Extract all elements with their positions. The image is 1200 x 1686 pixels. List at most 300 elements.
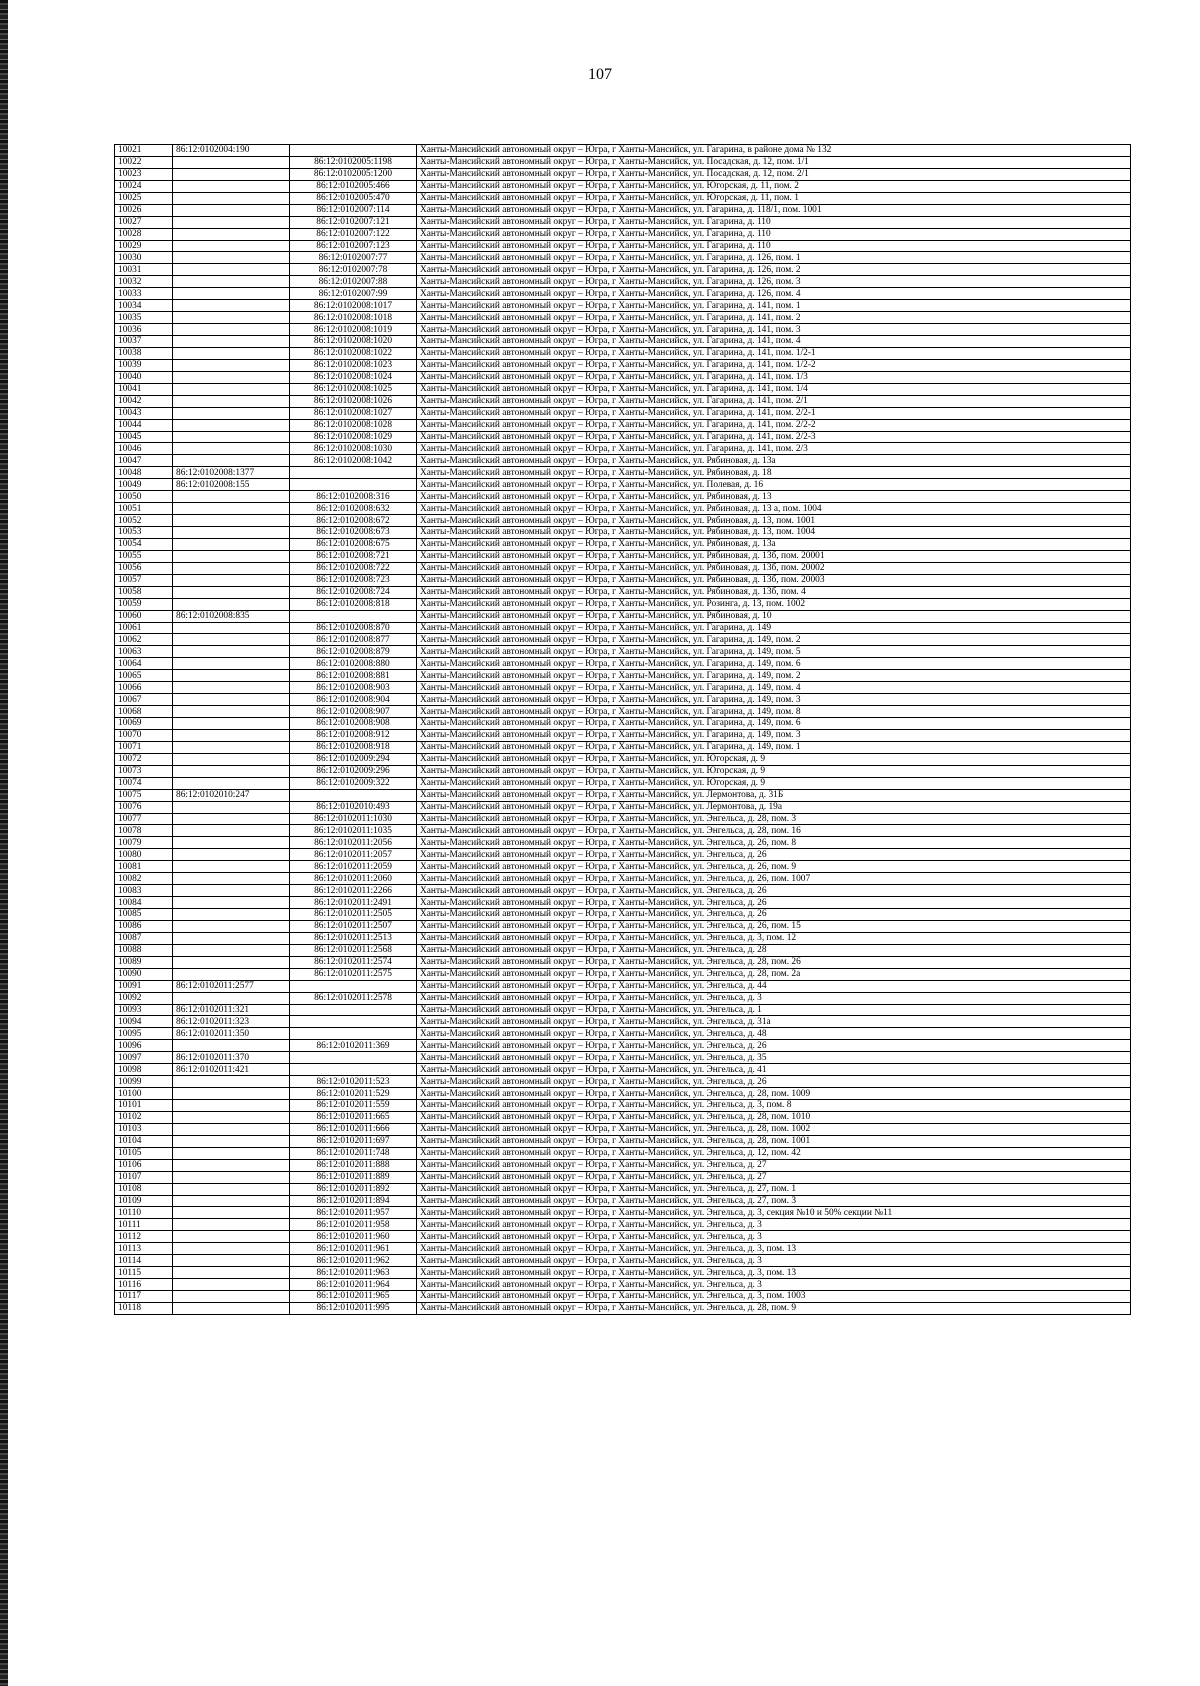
address-cell: Ханты-Мансийский автономный округ – Югра, г Ханты-Мансийск, ул. Энгельса, д. 3, пом. 12	[417, 932, 1131, 944]
land-cadastral-number-cell	[173, 670, 290, 682]
land-cadastral-number-cell	[173, 276, 290, 288]
address-cell: Ханты-Мансийский автономный округ – Югра, г Ханты-Мансийск, ул. Гагарина, д. 149, пом. 3	[417, 694, 1131, 706]
premises-cadastral-number-cell: 86:12:0102011:964	[290, 1279, 417, 1291]
table-row	[115, 694, 1131, 706]
address-cell: Ханты-Мансийский автономный округ – Югра, г Ханты-Мансийск, ул. Энгельса, д. 26	[417, 1040, 1131, 1052]
row-number-cell: 10072	[115, 753, 173, 765]
land-cadastral-number-cell	[173, 1159, 290, 1171]
table-row	[115, 729, 1131, 741]
premises-cadastral-number-cell: 86:12:0102011:2060	[290, 873, 417, 885]
premises-cadastral-number-cell: 86:12:0102008:918	[290, 741, 417, 753]
premises-cadastral-number-cell: 86:12:0102008:907	[290, 706, 417, 718]
row-number-cell: 10036	[115, 324, 173, 336]
table-row	[115, 204, 1131, 216]
address-cell: Ханты-Мансийский автономный округ – Югра, г Ханты-Мансийск, ул. Энгельса, д. 35	[417, 1052, 1131, 1064]
premises-cadastral-number-cell: 86:12:0102011:961	[290, 1243, 417, 1255]
address-cell: Ханты-Мансийский автономный округ – Югра, г Ханты-Мансийск, ул. Гагарина, д. 149, пом. 2	[417, 670, 1131, 682]
row-number-cell: 10038	[115, 347, 173, 359]
premises-cadastral-number-cell: 86:12:0102011:2578	[290, 992, 417, 1004]
address-cell: Ханты-Мансийский автономный округ – Югра, г Ханты-Мансийск, ул. Розинга, д. 13, пом. 1002	[417, 598, 1131, 610]
premises-cadastral-number-cell: 86:12:0102011:748	[290, 1147, 417, 1159]
row-number-cell: 10044	[115, 419, 173, 431]
address-cell: Ханты-Мансийский автономный округ – Югра, г Ханты-Мансийск, ул. Энгельса, д. 26	[417, 1076, 1131, 1088]
table-row	[115, 765, 1131, 777]
premises-cadastral-number-cell	[290, 479, 417, 491]
land-cadastral-number-cell	[173, 407, 290, 419]
address-cell: Ханты-Мансийский автономный округ – Югра, г Ханты-Мансийск, ул. Энгельса, д. 3, секция №10 и 50% секции №11	[417, 1207, 1131, 1219]
address-cell: Ханты-Мансийский автономный округ – Югра, г Ханты-Мансийск, ул. Гагарина, д. 141, пом. 1/2-1	[417, 347, 1131, 359]
address-cell: Ханты-Мансийский автономный округ – Югра, г Ханты-Мансийск, ул. Гагарина, д. 126, пом. 4	[417, 288, 1131, 300]
land-cadastral-number-cell	[173, 1171, 290, 1183]
address-cell: Ханты-Мансийский автономный округ – Югра, г Ханты-Мансийск, ул. Энгельса, д. 3, пом. 13	[417, 1243, 1131, 1255]
row-number-cell: 10111	[115, 1219, 173, 1231]
row-number-cell: 10068	[115, 706, 173, 718]
premises-cadastral-number-cell: 86:12:0102011:2491	[290, 897, 417, 909]
premises-cadastral-number-cell: 86:12:0102008:880	[290, 658, 417, 670]
premises-cadastral-number-cell: 86:12:0102011:963	[290, 1267, 417, 1279]
table-row	[115, 909, 1131, 921]
row-number-cell: 10094	[115, 1016, 173, 1028]
premises-cadastral-number-cell: 86:12:0102008:1023	[290, 359, 417, 371]
premises-cadastral-number-cell: 86:12:0102005:1198	[290, 156, 417, 168]
address-cell: Ханты-Мансийский автономный округ – Югра, г Ханты-Мансийск, ул. Энгельса, д. 28, пом. 16	[417, 825, 1131, 837]
address-cell: Ханты-Мансийский автономный округ – Югра, г Ханты-Мансийск, ул. Энгельса, д. 3	[417, 1279, 1131, 1291]
premises-cadastral-number-cell: 86:12:0102008:673	[290, 527, 417, 539]
row-number-cell: 10103	[115, 1123, 173, 1135]
land-cadastral-number-cell	[173, 574, 290, 586]
land-cadastral-number-cell: 86:12:0102004:190	[173, 145, 290, 157]
premises-cadastral-number-cell: 86:12:0102011:666	[290, 1123, 417, 1135]
row-number-cell: 10033	[115, 288, 173, 300]
premises-cadastral-number-cell	[290, 1064, 417, 1076]
table-row	[115, 1231, 1131, 1243]
land-cadastral-number-cell	[173, 180, 290, 192]
row-number-cell: 10075	[115, 789, 173, 801]
premises-cadastral-number-cell	[290, 980, 417, 992]
row-number-cell: 10058	[115, 586, 173, 598]
row-number-cell: 10046	[115, 443, 173, 455]
address-cell: Ханты-Мансийский автономный округ – Югра, г Ханты-Мансийск, ул. Гагарина, д. 149, пом. 1	[417, 741, 1131, 753]
row-number-cell: 10056	[115, 562, 173, 574]
table-row	[115, 312, 1131, 324]
table-row	[115, 1171, 1131, 1183]
row-number-cell: 10100	[115, 1088, 173, 1100]
premises-cadastral-number-cell: 86:12:0102011:523	[290, 1076, 417, 1088]
row-number-cell: 10059	[115, 598, 173, 610]
address-cell: Ханты-Мансийский автономный округ – Югра, г Ханты-Мансийск, ул. Гагарина, д. 141, пом. 1/3	[417, 371, 1131, 383]
land-cadastral-number-cell	[173, 1255, 290, 1267]
land-cadastral-number-cell	[173, 324, 290, 336]
land-cadastral-number-cell	[173, 264, 290, 276]
land-cadastral-number-cell	[173, 431, 290, 443]
land-cadastral-number-cell	[173, 550, 290, 562]
address-cell: Ханты-Мансийский автономный округ – Югра, г Ханты-Мансийск, ул. Энгельса, д. 3	[417, 992, 1131, 1004]
land-cadastral-number-cell: 86:12:0102011:370	[173, 1052, 290, 1064]
address-cell: Ханты-Мансийский автономный округ – Югра, г Ханты-Мансийск, ул. Энгельса, д. 27, пом. 3	[417, 1195, 1131, 1207]
row-number-cell: 10037	[115, 336, 173, 348]
address-cell: Ханты-Мансийский автономный округ – Югра, г Ханты-Мансийск, ул. Полевая, д. 16	[417, 479, 1131, 491]
address-cell: Ханты-Мансийский автономный округ – Югра, г Ханты-Мансийск, ул. Энгельса, д. 26, пом. 1007	[417, 873, 1131, 885]
table-row	[115, 1147, 1131, 1159]
land-cadastral-number-cell	[173, 503, 290, 515]
table-row	[115, 1302, 1131, 1314]
row-number-cell: 10070	[115, 729, 173, 741]
row-number-cell: 10105	[115, 1147, 173, 1159]
land-cadastral-number-cell	[173, 192, 290, 204]
table-row	[115, 956, 1131, 968]
land-cadastral-number-cell	[173, 1183, 290, 1195]
table-row	[115, 180, 1131, 192]
row-number-cell: 10096	[115, 1040, 173, 1052]
table-row	[115, 228, 1131, 240]
table-row	[115, 968, 1131, 980]
row-number-cell: 10051	[115, 503, 173, 515]
premises-cadastral-number-cell: 86:12:0102008:879	[290, 646, 417, 658]
row-number-cell: 10030	[115, 252, 173, 264]
address-cell: Ханты-Мансийский автономный округ – Югра, г Ханты-Мансийск, ул. Гагарина, д. 126, пом. 1	[417, 252, 1131, 264]
premises-cadastral-number-cell: 86:12:0102007:88	[290, 276, 417, 288]
row-number-cell: 10108	[115, 1183, 173, 1195]
table-row	[115, 920, 1131, 932]
table-row	[115, 1040, 1131, 1052]
row-number-cell: 10078	[115, 825, 173, 837]
table-row	[115, 741, 1131, 753]
address-cell: Ханты-Мансийский автономный округ – Югра, г Ханты-Мансийск, ул. Лермонтова, д. 19а	[417, 801, 1131, 813]
row-number-cell: 10110	[115, 1207, 173, 1219]
land-cadastral-number-cell	[173, 646, 290, 658]
land-cadastral-number-cell	[173, 1195, 290, 1207]
land-cadastral-number-cell	[173, 920, 290, 932]
land-cadastral-number-cell	[173, 1279, 290, 1291]
premises-cadastral-number-cell: 86:12:0102009:294	[290, 753, 417, 765]
premises-cadastral-number-cell: 86:12:0102007:122	[290, 228, 417, 240]
land-cadastral-number-cell	[173, 383, 290, 395]
row-number-cell: 10106	[115, 1159, 173, 1171]
table-row	[115, 467, 1131, 479]
premises-cadastral-number-cell: 86:12:0102007:123	[290, 240, 417, 252]
table-row	[115, 240, 1131, 252]
address-cell: Ханты-Мансийский автономный округ – Югра, г Ханты-Мансийск, ул. Гагарина, д. 149	[417, 622, 1131, 634]
table-row	[115, 885, 1131, 897]
premises-cadastral-number-cell: 86:12:0102011:889	[290, 1171, 417, 1183]
table-row	[115, 574, 1131, 586]
address-cell: Ханты-Мансийский автономный округ – Югра, г Ханты-Мансийск, ул. Гагарина, д. 149, пом. 5	[417, 646, 1131, 658]
premises-cadastral-number-cell	[290, 1016, 417, 1028]
premises-cadastral-number-cell: 86:12:0102011:888	[290, 1159, 417, 1171]
row-number-cell: 10021	[115, 145, 173, 157]
land-cadastral-number-cell	[173, 634, 290, 646]
premises-cadastral-number-cell: 86:12:0102011:2513	[290, 932, 417, 944]
address-cell: Ханты-Мансийский автономный округ – Югра, г Ханты-Мансийск, ул. Энгельса, д. 31а	[417, 1016, 1131, 1028]
premises-cadastral-number-cell: 86:12:0102008:722	[290, 562, 417, 574]
address-cell: Ханты-Мансийский автономный округ – Югра, г Ханты-Мансийск, ул. Югорская, д. 9	[417, 765, 1131, 777]
row-number-cell: 10090	[115, 968, 173, 980]
premises-cadastral-number-cell: 86:12:0102009:322	[290, 777, 417, 789]
table-row	[115, 300, 1131, 312]
land-cadastral-number-cell	[173, 300, 290, 312]
premises-cadastral-number-cell: 86:12:0102011:2574	[290, 956, 417, 968]
premises-cadastral-number-cell: 86:12:0102008:1018	[290, 312, 417, 324]
premises-cadastral-number-cell: 86:12:0102011:1030	[290, 813, 417, 825]
row-number-cell: 10113	[115, 1243, 173, 1255]
row-number-cell: 10065	[115, 670, 173, 682]
address-cell: Ханты-Мансийский автономный округ – Югра, г Ханты-Мансийск, ул. Гагарина, д. 149, пом. 6	[417, 718, 1131, 730]
table-row	[115, 407, 1131, 419]
address-cell: Ханты-Мансийский автономный округ – Югра, г Ханты-Мансийск, ул. Гагарина, д. 141, пом. 2/2-2	[417, 419, 1131, 431]
land-cadastral-number-cell	[173, 204, 290, 216]
land-cadastral-number-cell	[173, 968, 290, 980]
land-cadastral-number-cell	[173, 491, 290, 503]
premises-cadastral-number-cell: 86:12:0102008:908	[290, 718, 417, 730]
address-cell: Ханты-Мансийский автономный округ – Югра, г Ханты-Мансийск, ул. Энгельса, д. 26, пом. 15	[417, 920, 1131, 932]
premises-cadastral-number-cell: 86:12:0102011:2568	[290, 944, 417, 956]
address-cell: Ханты-Мансийский автономный округ – Югра, г Ханты-Мансийск, ул. Энгельса, д. 3	[417, 1231, 1131, 1243]
table-row	[115, 264, 1131, 276]
table-row	[115, 383, 1131, 395]
row-number-cell: 10099	[115, 1076, 173, 1088]
land-cadastral-number-cell	[173, 944, 290, 956]
table-row	[115, 753, 1131, 765]
address-cell: Ханты-Мансийский автономный округ – Югра, г Ханты-Мансийск, ул. Посадская, д. 12, пом. 2/1	[417, 168, 1131, 180]
address-cell: Ханты-Мансийский автономный округ – Югра, г Ханты-Мансийск, ул. Энгельса, д. 27, пом. 1	[417, 1183, 1131, 1195]
land-cadastral-number-cell	[173, 1088, 290, 1100]
row-number-cell: 10097	[115, 1052, 173, 1064]
row-number-cell: 10083	[115, 885, 173, 897]
premises-cadastral-number-cell: 86:12:0102011:2507	[290, 920, 417, 932]
row-number-cell: 10115	[115, 1267, 173, 1279]
address-cell: Ханты-Мансийский автономный округ – Югра, г Ханты-Мансийск, ул. Югорская, д. 11, пом. 2	[417, 180, 1131, 192]
table-row	[115, 610, 1131, 622]
row-number-cell: 10079	[115, 837, 173, 849]
land-cadastral-number-cell	[173, 527, 290, 539]
row-number-cell: 10104	[115, 1135, 173, 1147]
table-row	[115, 980, 1131, 992]
table-row	[115, 873, 1131, 885]
row-number-cell: 10118	[115, 1302, 173, 1314]
address-cell: Ханты-Мансийский автономный округ – Югра, г Ханты-Мансийск, ул. Энгельса, д. 27	[417, 1171, 1131, 1183]
row-number-cell: 10087	[115, 932, 173, 944]
address-cell: Ханты-Мансийский автономный округ – Югра, г Ханты-Мансийск, ул. Гагарина, д. 149, пом. 8	[417, 706, 1131, 718]
premises-cadastral-number-cell: 86:12:0102005:470	[290, 192, 417, 204]
address-cell: Ханты-Мансийский автономный округ – Югра, г Ханты-Мансийск, ул. Рябиновая, д. 13б, пом. 4	[417, 586, 1131, 598]
land-cadastral-number-cell	[173, 347, 290, 359]
table-row	[115, 813, 1131, 825]
row-number-cell: 10043	[115, 407, 173, 419]
land-cadastral-number-cell	[173, 1135, 290, 1147]
premises-cadastral-number-cell: 86:12:0102008:1017	[290, 300, 417, 312]
land-cadastral-number-cell	[173, 932, 290, 944]
row-number-cell: 10032	[115, 276, 173, 288]
row-number-cell: 10042	[115, 395, 173, 407]
premises-cadastral-number-cell: 86:12:0102008:1028	[290, 419, 417, 431]
table-row	[115, 1183, 1131, 1195]
registry-table	[114, 144, 1131, 1315]
table-row	[115, 550, 1131, 562]
premises-cadastral-number-cell	[290, 610, 417, 622]
land-cadastral-number-cell	[173, 1123, 290, 1135]
premises-cadastral-number-cell: 86:12:0102008:1042	[290, 455, 417, 467]
premises-cadastral-number-cell: 86:12:0102007:78	[290, 264, 417, 276]
premises-cadastral-number-cell: 86:12:0102007:77	[290, 252, 417, 264]
row-number-cell: 10063	[115, 646, 173, 658]
registry-table-body	[115, 145, 1131, 1315]
table-row	[115, 1076, 1131, 1088]
table-row	[115, 192, 1131, 204]
land-cadastral-number-cell	[173, 371, 290, 383]
address-cell: Ханты-Мансийский автономный округ – Югра, г Ханты-Мансийск, ул. Гагарина, д. 149, пом. 3	[417, 729, 1131, 741]
table-row	[115, 1004, 1131, 1016]
land-cadastral-number-cell	[173, 1219, 290, 1231]
land-cadastral-number-cell	[173, 515, 290, 527]
row-number-cell: 10085	[115, 909, 173, 921]
address-cell: Ханты-Мансийский автономный округ – Югра, г Ханты-Мансийск, ул. Рябиновая, д. 13а	[417, 455, 1131, 467]
land-cadastral-number-cell	[173, 240, 290, 252]
land-cadastral-number-cell	[173, 1100, 290, 1112]
premises-cadastral-number-cell: 86:12:0102007:114	[290, 204, 417, 216]
table-row	[115, 431, 1131, 443]
premises-cadastral-number-cell: 86:12:0102011:958	[290, 1219, 417, 1231]
address-cell: Ханты-Мансийский автономный округ – Югра, г Ханты-Мансийск, ул. Гагарина, д. 141, пом. 4	[417, 336, 1131, 348]
premises-cadastral-number-cell: 86:12:0102008:723	[290, 574, 417, 586]
premises-cadastral-number-cell: 86:12:0102008:1029	[290, 431, 417, 443]
land-cadastral-number-cell	[173, 419, 290, 431]
premises-cadastral-number-cell: 86:12:0102008:881	[290, 670, 417, 682]
row-number-cell: 10077	[115, 813, 173, 825]
row-number-cell: 10066	[115, 682, 173, 694]
address-cell: Ханты-Мансийский автономный округ – Югра, г Ханты-Мансийск, ул. Рябиновая, д. 13б, пом. 20003	[417, 574, 1131, 586]
address-cell: Ханты-Мансийский автономный округ – Югра, г Ханты-Мансийск, ул. Гагарина, д. 141, пом. 1/2-2	[417, 359, 1131, 371]
premises-cadastral-number-cell: 86:12:0102008:1024	[290, 371, 417, 383]
land-cadastral-number-cell	[173, 753, 290, 765]
row-number-cell: 10022	[115, 156, 173, 168]
table-row	[115, 562, 1131, 574]
table-row	[115, 1052, 1131, 1064]
address-cell: Ханты-Мансийский автономный округ – Югра, г Ханты-Мансийск, ул. Энгельса, д. 26, пом. 9	[417, 861, 1131, 873]
land-cadastral-number-cell	[173, 336, 290, 348]
table-row	[115, 443, 1131, 455]
premises-cadastral-number-cell: 86:12:0102011:529	[290, 1088, 417, 1100]
address-cell: Ханты-Мансийский автономный округ – Югра, г Ханты-Мансийск, ул. Гагарина, д. 126, пом. 3	[417, 276, 1131, 288]
address-cell: Ханты-Мансийский автономный округ – Югра, г Ханты-Мансийск, ул. Энгельса, д. 12, пом. 42	[417, 1147, 1131, 1159]
premises-cadastral-number-cell: 86:12:0102011:995	[290, 1302, 417, 1314]
address-cell: Ханты-Мансийский автономный округ – Югра, г Ханты-Мансийск, ул. Гагарина, д. 141, пом. 3	[417, 324, 1131, 336]
premises-cadastral-number-cell: 86:12:0102011:2057	[290, 849, 417, 861]
premises-cadastral-number-cell	[290, 1004, 417, 1016]
table-row	[115, 1135, 1131, 1147]
table-row	[115, 825, 1131, 837]
land-cadastral-number-cell	[173, 885, 290, 897]
address-cell: Ханты-Мансийский автономный округ – Югра, г Ханты-Мансийск, ул. Энгельса, д. 41	[417, 1064, 1131, 1076]
land-cadastral-number-cell	[173, 694, 290, 706]
row-number-cell: 10067	[115, 694, 173, 706]
address-cell: Ханты-Мансийский автономный округ – Югра, г Ханты-Мансийск, ул. Рябиновая, д. 13, пом. 1004	[417, 527, 1131, 539]
table-row	[115, 897, 1131, 909]
table-row	[115, 1243, 1131, 1255]
row-number-cell: 10054	[115, 538, 173, 550]
table-row	[115, 479, 1131, 491]
table-row	[115, 168, 1131, 180]
row-number-cell: 10025	[115, 192, 173, 204]
premises-cadastral-number-cell: 86:12:0102008:870	[290, 622, 417, 634]
table-row	[115, 634, 1131, 646]
table-row	[115, 216, 1131, 228]
address-cell: Ханты-Мансийский автономный округ – Югра, г Ханты-Мансийск, ул. Гагарина, д. 110	[417, 240, 1131, 252]
premises-cadastral-number-cell: 86:12:0102007:99	[290, 288, 417, 300]
land-cadastral-number-cell	[173, 873, 290, 885]
table-row	[115, 1159, 1131, 1171]
land-cadastral-number-cell	[173, 538, 290, 550]
address-cell: Ханты-Мансийский автономный округ – Югра, г Ханты-Мансийск, ул. Энгельса, д. 27	[417, 1159, 1131, 1171]
land-cadastral-number-cell	[173, 1267, 290, 1279]
table-row	[115, 1267, 1131, 1279]
table-row	[115, 252, 1131, 264]
row-number-cell: 10053	[115, 527, 173, 539]
address-cell: Ханты-Мансийский автономный округ – Югра, г Ханты-Мансийск, ул. Гагарина, в районе дома № 132	[417, 145, 1131, 157]
land-cadastral-number-cell	[173, 801, 290, 813]
premises-cadastral-number-cell: 86:12:0102008:904	[290, 694, 417, 706]
land-cadastral-number-cell: 86:12:0102008:835	[173, 610, 290, 622]
table-row	[115, 359, 1131, 371]
row-number-cell: 10024	[115, 180, 173, 192]
row-number-cell: 10102	[115, 1111, 173, 1123]
row-number-cell: 10073	[115, 765, 173, 777]
row-number-cell: 10092	[115, 992, 173, 1004]
premises-cadastral-number-cell: 86:12:0102011:2575	[290, 968, 417, 980]
row-number-cell: 10074	[115, 777, 173, 789]
page-number: 107	[588, 66, 612, 83]
address-cell: Ханты-Мансийский автономный округ – Югра, г Ханты-Мансийск, ул. Рябиновая, д. 13б, пом. 20002	[417, 562, 1131, 574]
land-cadastral-number-cell	[173, 992, 290, 1004]
table-row	[115, 682, 1131, 694]
premises-cadastral-number-cell: 86:12:0102008:1027	[290, 407, 417, 419]
land-cadastral-number-cell: 86:12:0102010:247	[173, 789, 290, 801]
row-number-cell: 10028	[115, 228, 173, 240]
land-cadastral-number-cell: 86:12:0102008:155	[173, 479, 290, 491]
land-cadastral-number-cell	[173, 1040, 290, 1052]
table-row	[115, 1088, 1131, 1100]
land-cadastral-number-cell	[173, 586, 290, 598]
land-cadastral-number-cell	[173, 825, 290, 837]
address-cell: Ханты-Мансийский автономный округ – Югра, г Ханты-Мансийск, ул. Энгельса, д. 26	[417, 897, 1131, 909]
land-cadastral-number-cell	[173, 1302, 290, 1314]
address-cell: Ханты-Мансийский автономный округ – Югра, г Ханты-Мансийск, ул. Энгельса, д. 44	[417, 980, 1131, 992]
address-cell: Ханты-Мансийский автономный округ – Югра, г Ханты-Мансийск, ул. Гагарина, д. 110	[417, 228, 1131, 240]
row-number-cell: 10041	[115, 383, 173, 395]
row-number-cell: 10071	[115, 741, 173, 753]
address-cell: Ханты-Мансийский автономный округ – Югра, г Ханты-Мансийск, ул. Гагарина, д. 110	[417, 216, 1131, 228]
address-cell: Ханты-Мансийский автономный округ – Югра, г Ханты-Мансийск, ул. Югорская, д. 11, пом. 1	[417, 192, 1131, 204]
address-cell: Ханты-Мансийский автономный округ – Югра, г Ханты-Мансийск, ул. Энгельса, д. 28, пом. 26	[417, 956, 1131, 968]
premises-cadastral-number-cell	[290, 145, 417, 157]
premises-cadastral-number-cell: 86:12:0102008:632	[290, 503, 417, 515]
address-cell: Ханты-Мансийский автономный округ – Югра, г Ханты-Мансийск, ул. Гагарина, д. 141, пом. 2/3	[417, 443, 1131, 455]
premises-cadastral-number-cell	[290, 1052, 417, 1064]
table-row	[115, 515, 1131, 527]
address-cell: Ханты-Мансийский автономный округ – Югра, г Ханты-Мансийск, ул. Лермонтова, д. 31Б	[417, 789, 1131, 801]
row-number-cell: 10040	[115, 371, 173, 383]
premises-cadastral-number-cell: 86:12:0102011:665	[290, 1111, 417, 1123]
land-cadastral-number-cell	[173, 956, 290, 968]
table-row	[115, 1016, 1131, 1028]
land-cadastral-number-cell	[173, 1076, 290, 1088]
row-number-cell: 10116	[115, 1279, 173, 1291]
row-number-cell: 10069	[115, 718, 173, 730]
table-row	[115, 419, 1131, 431]
premises-cadastral-number-cell: 86:12:0102011:894	[290, 1195, 417, 1207]
address-cell: Ханты-Мансийский автономный округ – Югра, г Ханты-Мансийск, ул. Рябиновая, д. 13, пом. 1001	[417, 515, 1131, 527]
address-cell: Ханты-Мансийский автономный округ – Югра, г Ханты-Мансийск, ул. Энгельса, д. 28, пом. 2а	[417, 968, 1131, 980]
scan-edge	[0, 0, 8, 1686]
